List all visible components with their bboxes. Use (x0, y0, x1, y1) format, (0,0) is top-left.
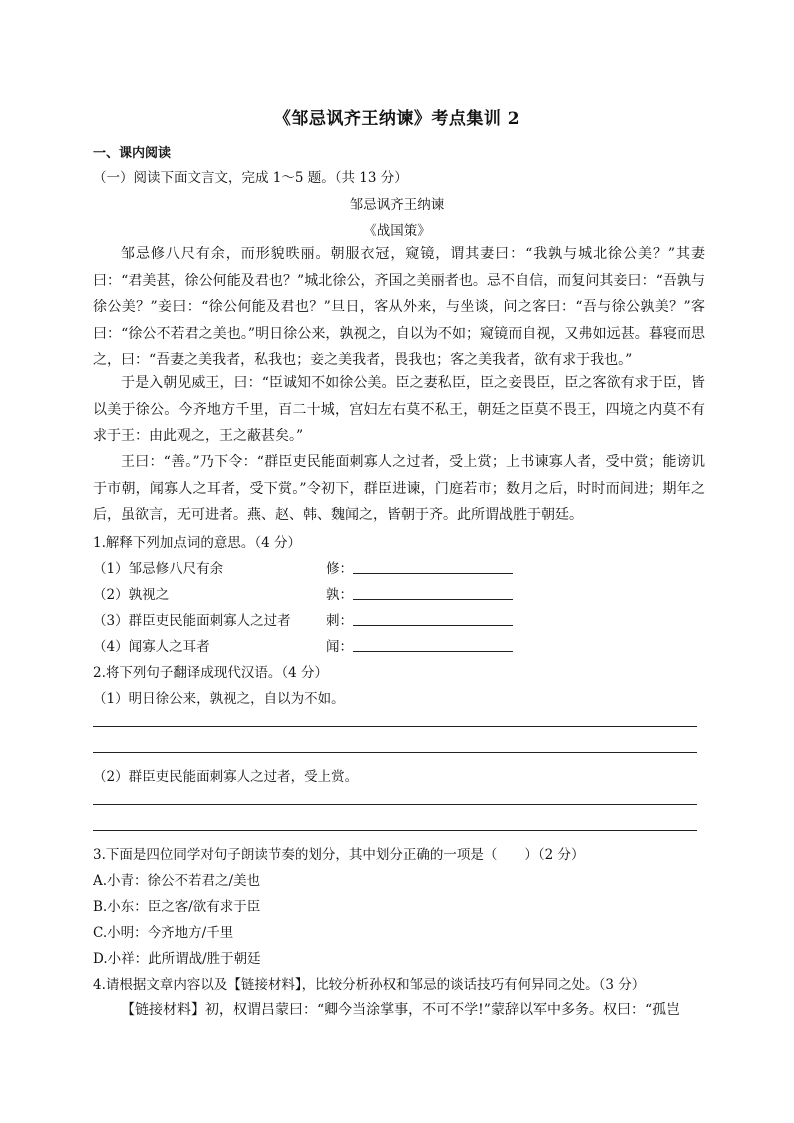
q2-sentence: （2）群臣吏民能面刺寡人之过者，受上赏。 (93, 769, 359, 785)
answer-blank[interactable] (353, 651, 513, 652)
answer-line[interactable] (93, 804, 697, 805)
answer-line[interactable] (93, 830, 697, 831)
section-heading: 一、课内阅读 (93, 146, 172, 161)
text-source: 《战国策》 (363, 223, 431, 239)
q3-option-b[interactable]: B.小东：臣之客/欲有求于臣 (93, 899, 261, 915)
answer-blank[interactable] (353, 599, 513, 600)
text-title: 邹忌讽齐王纳谏 (349, 197, 445, 213)
q1-item-word: 刺： (326, 613, 353, 629)
q1-item-word: 修： (326, 561, 353, 577)
answer-line[interactable] (93, 752, 697, 753)
q1-item-word: 孰： (326, 587, 353, 603)
question-1-stem: 1.解释下列加点词的意思。（4 分） (93, 535, 302, 551)
q1-item-sentence: （4）闻寡人之耳者 (93, 639, 210, 655)
part-intro: （一）阅读下面文言文，完成 1～5 题。（共 13 分） (93, 170, 408, 186)
question-3-stem: 3.下面是四位同学对句子朗读节奏的划分，其中划分正确的一项是（ ）（2 分） (93, 847, 585, 863)
linked-material: 【链接材料】初，权谓吕蒙曰：“卿今当涂掌事，不可不学!”蒙辞以军中多务。权曰：“孤岂 (121, 1002, 681, 1018)
question-4-stem: 4.请根据文章内容以及【链接材料】，比较分析孙权和邹忌的谈话技巧有何异同之处。（3 分） (93, 977, 646, 993)
answer-blank[interactable] (353, 573, 513, 574)
answer-line[interactable] (93, 726, 697, 727)
passage-paragraph: 于是入朝见威王，曰：“臣诚知不如徐公美。臣之妻私臣，臣之妾畏臣，臣之客欲有求于臣，皆以美于徐公。今齐地方千里，百二十城，宫妇左右莫不私王，朝廷之臣莫不畏王，四境之内莫不有求于王：由此观之，王之蔽甚矣。” (93, 375, 705, 444)
q1-item-sentence: （3）群臣吏民能面刺寡人之过者 (93, 613, 291, 629)
question-2-stem: 2.将下列句子翻译成现代汉语。（4 分） (93, 665, 329, 681)
q3-option-c[interactable]: C.小明：今齐地方/千里 (93, 925, 234, 941)
q1-item-sentence: （1）邹忌修八尺有余 (93, 561, 224, 577)
passage-paragraph: 王曰：“善。”乃下令：“群臣吏民能面刺寡人之过者，受上赏；上书谏寡人者，受中赏；能谤讥于市朝，闻寡人之耳者，受下赏。”令初下，群臣进谏，门庭若市；数月之后，时时而间进；期年之后，虽欲言，无可进者。燕、赵、韩、魏闻之，皆朝于齐。此所谓战胜于朝廷。 (93, 454, 705, 523)
passage-paragraph: 邹忌修八尺有余，而形貌昳丽。朝服衣冠，窥镜，谓其妻曰：“我孰与城北徐公美？”其妻曰：“君美甚，徐公何能及君也？”城北徐公，齐国之美丽者也。忌不自信，而复问其妾曰：“吾孰与徐公美？”妾曰：“徐公何能及君也？”旦日，客从外来，与坐谈，问之客曰：“吾与徐公孰美？”客曰：“徐公不若君之美也。”明日徐公来，孰视之，自以为不如；窥镜而自视，又弗如远甚。暮寝而思之，曰：“吾妻之美我者，私我也；妾之美我者，畏我也；客之美我者，欲有求于我也。” (93, 246, 705, 368)
page-title: 《邹忌讽齐王纳谏》考点集训 2 (273, 109, 521, 129)
q3-option-a[interactable]: A.小青：徐公不若君之/美也 (93, 873, 261, 889)
q2-sentence: （1）明日徐公来，孰视之，自以为不如。 (93, 691, 345, 707)
q3-option-d[interactable]: D.小祥：此所谓战/胜于朝廷 (93, 951, 261, 967)
q1-item-word: 闻： (326, 639, 353, 655)
answer-blank[interactable] (353, 625, 513, 626)
q1-item-sentence: （2）孰视之 (93, 587, 170, 603)
